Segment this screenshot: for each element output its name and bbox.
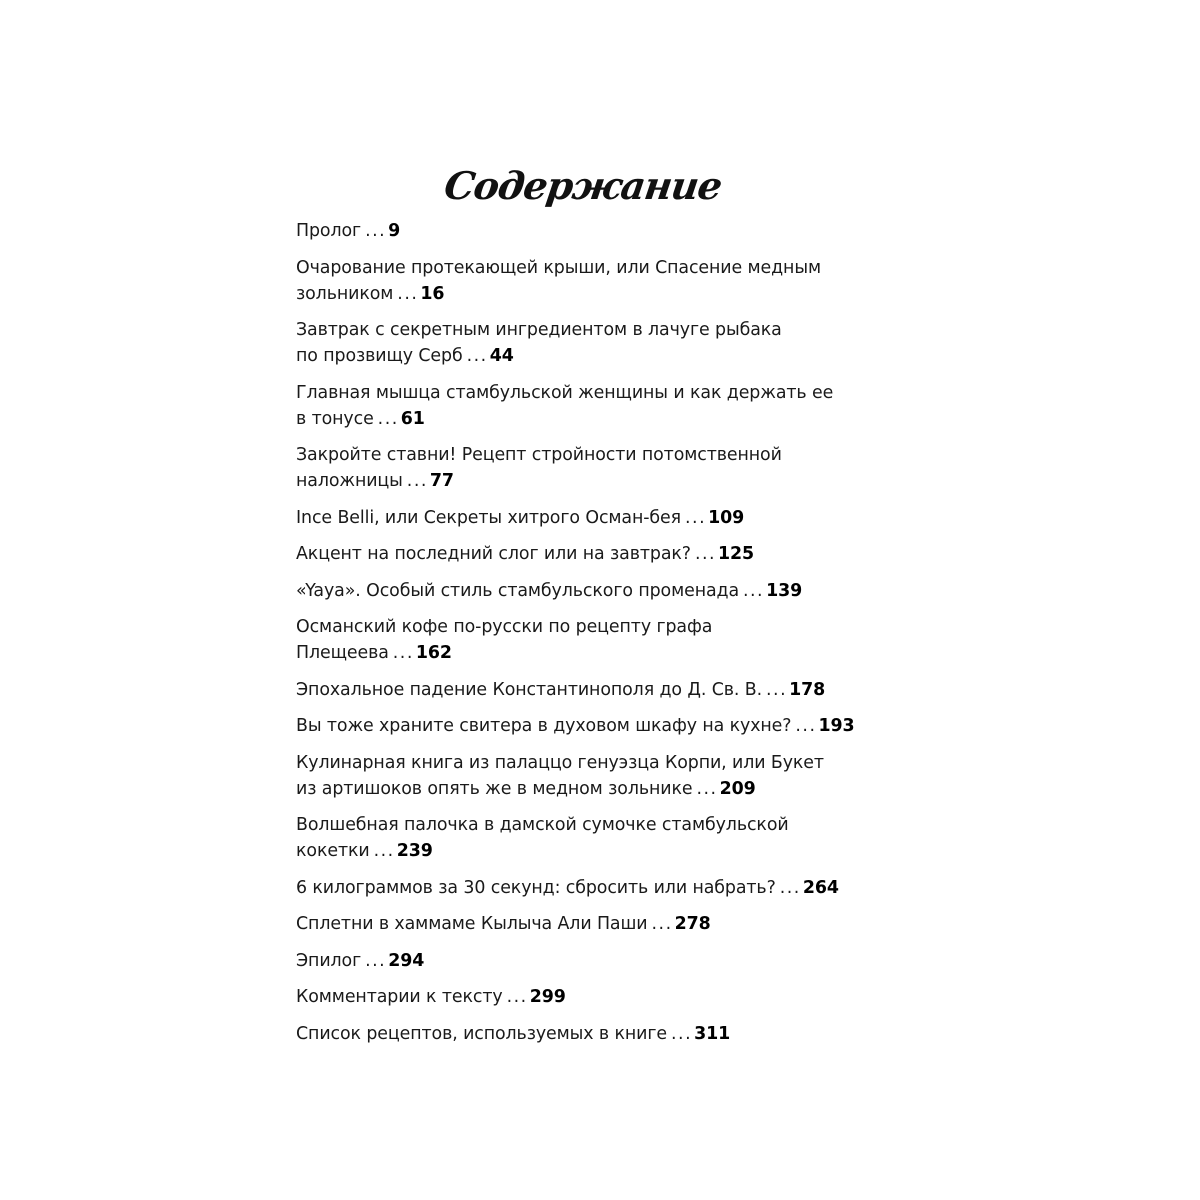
toc-entry-title: по прозвищу Серб bbox=[296, 346, 463, 366]
toc-page-number: 193 bbox=[818, 716, 855, 736]
toc-entry bbox=[296, 1021, 856, 1047]
toc-entry-title: 6 килограммов за 30 секунд: сбросить или набрать? bbox=[296, 877, 776, 898]
toc-entry bbox=[296, 218, 856, 244]
toc-entry-line bbox=[296, 468, 856, 494]
toc-leader-dots: ... bbox=[795, 716, 817, 736]
toc-page-number: 294 bbox=[388, 950, 425, 971]
toc-title: Содержание bbox=[441, 163, 725, 209]
toc-entry-line bbox=[296, 343, 856, 369]
toc-page-number: 16 bbox=[420, 283, 445, 304]
toc-leader-dots: ... bbox=[365, 950, 387, 971]
toc-entry-line bbox=[296, 541, 856, 567]
toc-entry-line bbox=[296, 948, 856, 974]
toc-entry-title: Список рецептов, используемых в книге bbox=[296, 1023, 668, 1044]
toc-page-number: 9 bbox=[388, 221, 401, 241]
toc-entry bbox=[296, 875, 856, 901]
toc-entry bbox=[296, 948, 856, 974]
toc-entry-title: «Yaya». Особый стиль стамбульского променада bbox=[296, 580, 739, 601]
toc-leader-dots: ... bbox=[373, 841, 395, 861]
toc-entry-title: Османский кофе по-русски по рецепту графа bbox=[296, 617, 713, 637]
toc-entry bbox=[296, 505, 856, 531]
toc-entry-title: в тонусе bbox=[296, 408, 374, 429]
toc-entry-line bbox=[296, 1021, 856, 1047]
toc-page-number: 109 bbox=[708, 507, 745, 528]
toc-entry-title: Эпохальное падение Константинополя до Д. Св. В. bbox=[296, 679, 763, 700]
toc-leader-dots: ... bbox=[696, 778, 718, 799]
toc-entry-line bbox=[296, 317, 856, 343]
toc-leader-dots: ... bbox=[397, 283, 419, 304]
toc-page-number: 209 bbox=[719, 778, 756, 799]
toc-entry-title: Акцент на последний слог или на завтрак? bbox=[296, 544, 691, 564]
toc-leader-dots: ... bbox=[694, 544, 717, 564]
toc-entry-line bbox=[296, 911, 856, 937]
toc-page-number: 139 bbox=[766, 580, 803, 601]
toc-entry-line bbox=[296, 614, 856, 640]
toc-entry bbox=[296, 713, 856, 739]
toc-page-number: 178 bbox=[789, 679, 826, 700]
toc-entry bbox=[296, 984, 856, 1010]
toc-entry-line bbox=[296, 640, 856, 666]
toc-leader-dots: ... bbox=[392, 643, 414, 663]
toc-entry-line bbox=[296, 713, 856, 739]
toc-entry-title: Волшебная палочка в дамской сумочке стамбульской bbox=[296, 815, 789, 835]
toc-entry-title: Эпилог bbox=[296, 950, 362, 971]
toc-entry-title: Комментарии к тексту bbox=[296, 987, 503, 1007]
toc-leader-dots: ... bbox=[685, 507, 707, 528]
toc-entry bbox=[296, 317, 856, 369]
toc-entry bbox=[296, 380, 856, 432]
toc-page-number: 264 bbox=[802, 877, 839, 898]
toc-page-number: 311 bbox=[694, 1023, 731, 1044]
toc-entry-title: кокетки bbox=[296, 841, 370, 861]
toc-entry-line bbox=[296, 677, 856, 703]
toc-entry-title: Кулинарная книга из палаццо генуэзца Корпи, или Букет bbox=[296, 752, 824, 773]
toc-entry bbox=[296, 614, 856, 666]
toc-leader-dots: ... bbox=[779, 877, 801, 898]
toc-page-number: 299 bbox=[529, 987, 566, 1007]
toc-entry bbox=[296, 677, 856, 703]
toc-entry-title: Очарование протекающей крыши, или Спасение медным bbox=[296, 257, 821, 278]
toc-entry-title: Пролог bbox=[296, 221, 362, 241]
toc-entry bbox=[296, 812, 856, 864]
toc-entry-line bbox=[296, 281, 856, 307]
toc-leader-dots: ... bbox=[365, 221, 387, 241]
toc-leader-dots: ... bbox=[506, 987, 528, 1007]
toc-entry-line bbox=[296, 776, 856, 802]
toc-entry-line bbox=[296, 505, 856, 531]
toc-entry-line bbox=[296, 750, 856, 776]
toc-entry-line bbox=[296, 406, 856, 432]
toc-leader-dots: ... bbox=[466, 346, 488, 366]
toc-entry-title: Главная мышца стамбульской женщины и как держать ее bbox=[296, 382, 834, 403]
toc-entry bbox=[296, 541, 856, 567]
toc-leader-dots: ... bbox=[671, 1023, 693, 1044]
toc-entry bbox=[296, 578, 856, 604]
toc-entry bbox=[296, 750, 856, 802]
toc-entry-line bbox=[296, 812, 856, 838]
toc-leader-dots: ... bbox=[743, 580, 765, 601]
toc-entry-title: зольником bbox=[296, 283, 394, 304]
toc-leader-dots: ... bbox=[651, 914, 673, 934]
toc-entry-title: Вы тоже храните свитера в духовом шкафу на кухне? bbox=[296, 716, 792, 736]
toc-entry-line bbox=[296, 255, 856, 281]
toc-entry bbox=[296, 442, 856, 494]
toc-leader-dots: ... bbox=[406, 471, 428, 491]
toc-entry-line bbox=[296, 984, 856, 1010]
toc-entry-title: наложницы bbox=[296, 471, 403, 491]
toc-page-number: 278 bbox=[674, 914, 711, 934]
toc-entry-title: Завтрак с секретным ингредиентом в лачуге рыбака bbox=[296, 320, 782, 340]
toc-entry-line bbox=[296, 578, 856, 604]
toc-entry-title: Закройте ставни! Рецепт стройности потомственной bbox=[296, 445, 782, 465]
toc-entry bbox=[296, 255, 856, 307]
toc-entry-title: Сплетни в хаммаме Кылыча Али Паши bbox=[296, 914, 648, 934]
toc-entry-title: из артишоков опять же в медном зольнике bbox=[296, 778, 693, 799]
toc-entry bbox=[296, 911, 856, 937]
toc-page-number: 239 bbox=[396, 841, 433, 861]
toc-leader-dots: ... bbox=[766, 679, 788, 700]
toc-entry-title: Плещеева bbox=[296, 643, 389, 663]
toc-entry-line bbox=[296, 442, 856, 468]
toc-entry-line bbox=[296, 838, 856, 864]
toc-page-number: 61 bbox=[400, 408, 425, 429]
toc-entry-title: Ince Belli, или Секреты хитрого Осман-бея bbox=[296, 507, 682, 528]
toc-entry-line bbox=[296, 380, 856, 406]
toc-page-number: 77 bbox=[429, 471, 454, 491]
toc-page-number: 162 bbox=[415, 643, 452, 663]
toc-leader-dots: ... bbox=[377, 408, 399, 429]
toc-entry-line bbox=[296, 875, 856, 901]
toc-page-number: 125 bbox=[718, 544, 755, 564]
toc-list bbox=[296, 218, 856, 1057]
toc-page-number: 44 bbox=[489, 346, 514, 366]
toc-entry-line bbox=[296, 218, 856, 244]
